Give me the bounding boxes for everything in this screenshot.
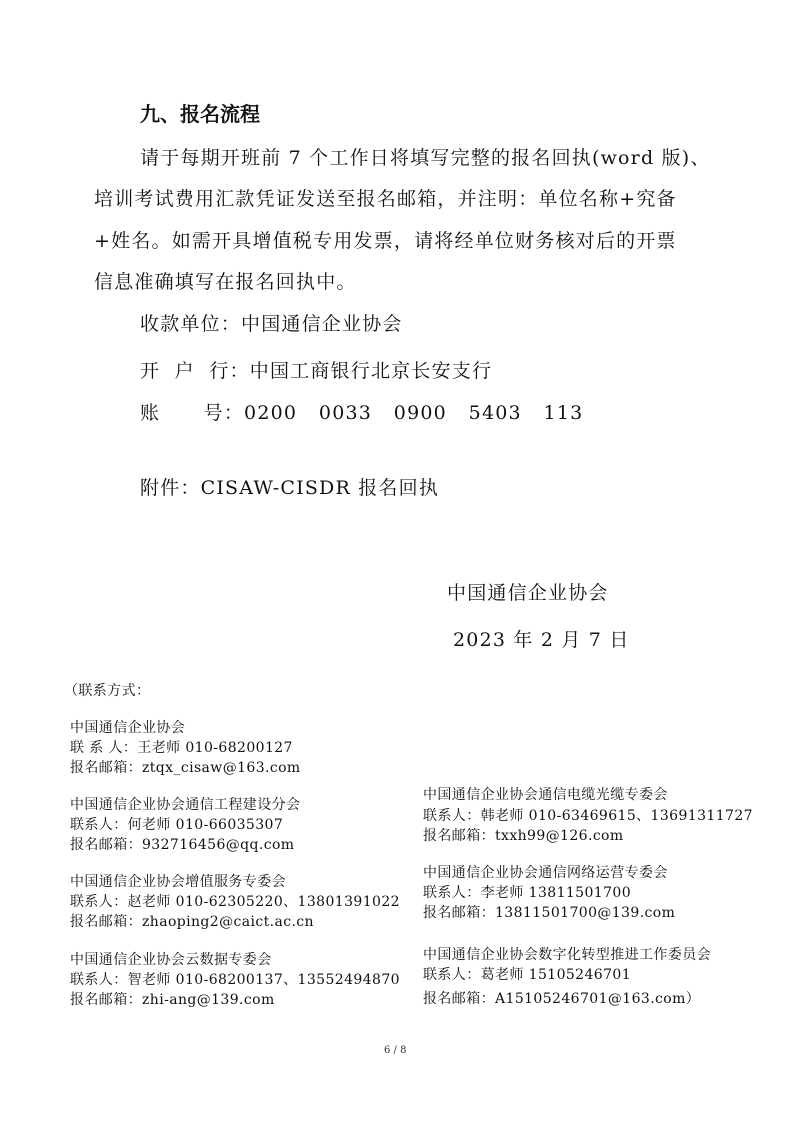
contact-person: 联系人：李老师 13811501700 [423, 885, 632, 901]
payee-line: 收款单位：中国通信企业协会 [140, 313, 403, 335]
contact-email: 报名邮箱：932716456@qq.com [70, 837, 295, 853]
signature-date: 2023 年 2 月 7 日 [453, 629, 630, 651]
signature-org: 中国通信企业协会 [447, 582, 609, 604]
paragraph-line-1: 请于每期开班前 7 个工作日将填写完整的报名回执(word 版)、 [140, 147, 711, 169]
contact-org: 中国通信企业协会 [70, 720, 186, 736]
contact-email: 报名邮箱：zhaoping2@caict.ac.cn [70, 914, 314, 930]
contact-email: 报名邮箱：txxh99@126.com [423, 828, 624, 844]
contact-org: 中国通信企业协会通信电缆光缆专委会 [423, 787, 668, 803]
contact-person: 联系人：韩老师 010-63469615、13691311727 [423, 808, 753, 824]
page-number: 6 / 8 [384, 1045, 407, 1056]
account-line: 账 号：0200 0033 0900 5403 113 [140, 402, 584, 424]
attachment-line: 附件：CISAW-CISDR 报名回执 [140, 477, 440, 499]
paragraph-line-2: 培训考试费用汇款凭证发送至报名邮箱，并注明：单位名称+究备 [94, 188, 677, 210]
contact-email: 报名邮箱：A15105246701@163.com） [423, 991, 701, 1007]
paragraph-line-4: 信息准确填写在报名回执中。 [94, 271, 357, 293]
contact-person: 联系人：智老师 010-68200137、13552494870 [70, 972, 400, 988]
section-heading: 九、报名流程 [140, 102, 260, 126]
contacts-title: （联系方式： [64, 683, 151, 699]
contact-email: 报名邮箱：ztqx_cisaw@163.com [70, 760, 301, 776]
contact-person: 联系人：葛老师 15105246701 [423, 967, 632, 983]
bank-line: 开 户 行：中国工商银行北京长安支行 [140, 360, 493, 382]
contact-org: 中国通信企业协会云数据专委会 [70, 952, 272, 968]
contact-person: 联系人：赵老师 010-62305220、13801391022 [70, 894, 400, 910]
contact-person: 联系人：何老师 010-66035307 [70, 817, 284, 833]
contact-org: 中国通信企业协会通信工程建设分会 [70, 797, 301, 813]
contact-email: 报名邮箱：zhi-ang@139.com [70, 992, 275, 1008]
contact-org: 中国通信企业协会数字化转型推进工作委员会 [423, 947, 711, 963]
contact-org: 中国通信企业协会通信网络运营专委会 [423, 865, 668, 881]
paragraph-line-3: +姓名。如需开具增值税专用发票，请将经单位财务核对后的开票 [94, 230, 677, 252]
contact-person: 联 系 人：王老师 010-68200127 [70, 740, 293, 756]
contact-email: 报名邮箱：13811501700@139.com [423, 905, 676, 921]
contact-org: 中国通信企业协会增值服务专委会 [70, 874, 286, 890]
